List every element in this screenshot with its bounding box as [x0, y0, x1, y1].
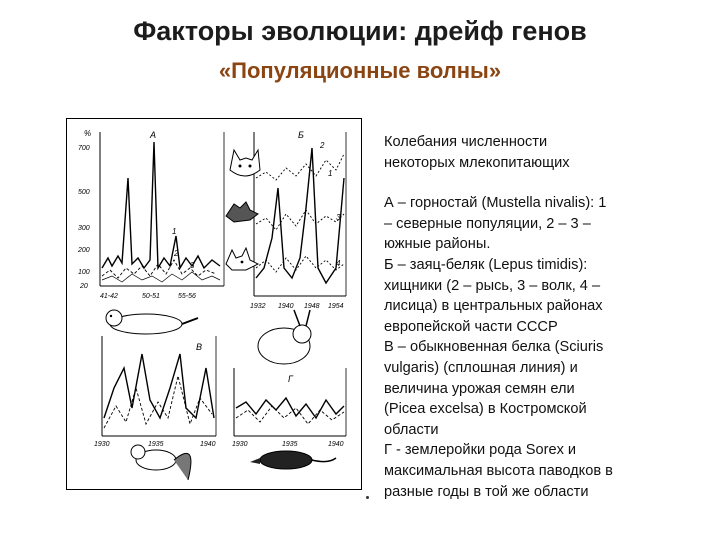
panel-v-letter: В: [196, 342, 203, 352]
panel-a-series-label: 3: [190, 261, 195, 270]
panel-b-xtick: 1932: [250, 303, 266, 310]
panel-b-series-label: 4: [336, 259, 341, 268]
panel-a-unit: %: [84, 129, 92, 138]
caption-heading: [384, 132, 714, 173]
panel-a-ytick: 300: [78, 225, 90, 232]
panel-b-series-label: 1: [328, 169, 333, 178]
population-figure-drawing: [66, 118, 362, 490]
hare-icon: [258, 310, 311, 364]
lynx-icon: [230, 150, 260, 176]
caption-line: величина урожая семян ели: [384, 380, 575, 397]
panel-a-ytick: 100: [78, 269, 90, 276]
caption-line: – северные популяции, 2 – 3 –: [384, 215, 591, 232]
population-figure: [66, 118, 362, 490]
caption-heading-line: некоторых млекопитающих: [384, 154, 570, 171]
panel-v-xtick: 1935: [148, 441, 164, 448]
panel-g-xtick: 1935: [282, 441, 298, 448]
panel-a-series-label: 2: [174, 249, 179, 258]
panel-v-xtick: 1940: [200, 441, 216, 448]
panel-a-series-2: [102, 260, 216, 278]
caption-line: области: [384, 421, 439, 438]
panel-g: [232, 368, 346, 448]
wolf-icon: [226, 202, 258, 222]
caption-line: лисица) в центральных районах: [384, 298, 603, 315]
slide-subtitle: «Популяционные волны»: [218, 58, 502, 83]
panel-a-series-3: [102, 272, 220, 282]
panel-v-xtick: 1930: [94, 441, 110, 448]
panel-v-series-squirrel: [104, 354, 214, 418]
caption-line: В – обыкновенная белка (Sciuris: [384, 339, 604, 356]
caption-line: vulgaris) (сплошная линия) и: [384, 359, 578, 376]
caption-line: Г - землеройки рода Sorex и: [384, 442, 577, 459]
ermine-icon: [106, 310, 198, 334]
caption-line: А – горностай (Mustella nivalis): 1: [384, 195, 607, 212]
panel-a-ytick: 700: [78, 145, 90, 152]
caption-line: разные годы в той же области: [384, 483, 589, 500]
caption-line: хищники (2 – рысь, 3 – волк, 4 –: [384, 277, 601, 294]
caption-line: южные районы.: [384, 236, 491, 253]
panel-b: [226, 130, 346, 310]
panel-b-series-label: 2: [320, 141, 325, 150]
fox-icon: [226, 248, 258, 270]
caption-line: Б – заяц-беляк (Lepus timidis):: [384, 256, 588, 273]
panel-b-letter: Б: [298, 130, 304, 140]
panel-a-xtick: 41-42: [100, 293, 118, 300]
panel-a-ytick: 500: [78, 189, 90, 196]
panel-a-xtick: 55-56: [178, 293, 196, 300]
panel-a-series-1: [102, 142, 220, 268]
panel-a-series-label: 1: [172, 227, 177, 236]
panel-g-xtick: 1930: [232, 441, 248, 448]
figure-caption: [384, 132, 714, 502]
panel-b-series-label: 3: [336, 213, 341, 222]
panel-g-series-shrew: [236, 398, 344, 418]
panel-a-xtick: 50-51: [142, 293, 160, 300]
squirrel-icon: [131, 445, 191, 480]
panel-b-xtick: 1954: [328, 303, 344, 310]
slide-title: Факторы эволюции: дрейф генов: [133, 16, 587, 46]
panel-g-letter: Г: [288, 374, 293, 384]
caption-line: максимальная высота паводков в: [384, 462, 613, 479]
panel-b-xtick: 1948: [304, 303, 320, 310]
panel-a: [77, 129, 224, 300]
caption-heading-line: Колебания численности: [384, 134, 548, 150]
stray-dot: [366, 496, 369, 499]
panel-a-letter: А: [150, 130, 157, 140]
caption-line: (Picea excelsa) в Костромской: [384, 401, 587, 418]
panel-v: [94, 336, 216, 448]
caption-line: европейской части СССР: [384, 318, 558, 335]
panel-v-series-seeds: [104, 376, 212, 428]
shrew-icon: [250, 451, 336, 469]
panel-b-series-3: [256, 210, 344, 230]
panel-a-ytick: 200: [78, 247, 90, 254]
panel-a-ytick: 20: [80, 283, 88, 290]
panel-g-xtick: 1940: [328, 441, 344, 448]
panel-b-xtick: 1940: [278, 303, 294, 310]
